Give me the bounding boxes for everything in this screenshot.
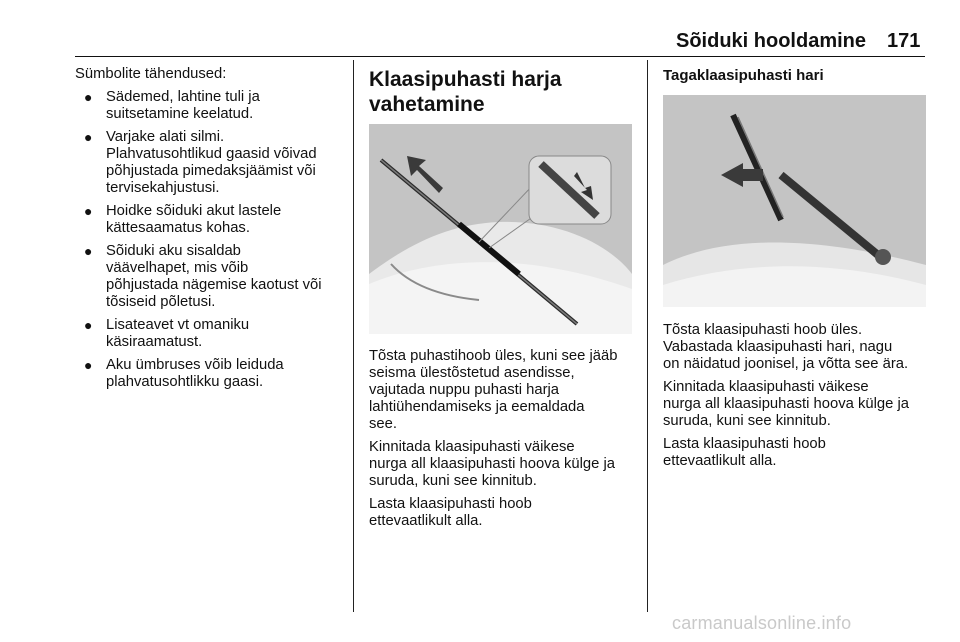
list-item [75,129,347,197]
bullet-icon: ● [84,129,93,145]
middle-column [369,67,641,117]
bullet-line: põhjustada nägemise kaotust või [106,277,322,293]
paragraph-line: nurga all klaasipuhasti hoova külge ja [369,456,615,472]
page-number: 171 [887,30,921,52]
paragraph-line: vajutada nuppu puhasti harja [369,382,560,398]
bullet-line: tervisekahjustusi. [106,180,220,196]
bullet-line: suitsetamine keelatud. [106,106,254,122]
paragraph-line: ettevaatlikult alla. [663,453,777,469]
paragraph-line: Tõsta klaasipuhasti hoob üles. [663,322,863,338]
list-item [75,89,347,123]
paragraph-line: Lasta klaasipuhasti hoob [369,496,532,512]
symbols-list [75,89,347,391]
section-title-rear-wiper: Tagaklaasipuhasti hari [663,67,824,84]
rear-wiper-figure [663,95,926,307]
paragraph [369,496,641,530]
bullet-line: Varjake alati silmi. [106,129,225,145]
right-column-title [663,67,928,84]
bullet-icon: ● [84,317,93,333]
paragraph [369,439,641,490]
list-item [75,203,347,237]
bullet-line: plahvatusohtlikku gaasi. [106,374,264,390]
bullet-line: väävelhapet, mis võib [106,260,249,276]
symbols-intro: Sümbolite tähendused: [75,66,227,82]
bullet-line: põhjustada pimedaksjäämist või [106,163,316,179]
paragraph-line: Lasta klaasipuhasti hoob [663,436,826,452]
paragraph-line: suruda, kuni see kinnitub. [663,413,831,429]
windscreen-wiper-illustration [369,124,632,334]
section-title-wiper-blade [369,67,641,117]
watermark: carmanualsonline.info [672,613,852,633]
middle-text [369,348,641,536]
section-title-line-1: Klaasipuhasti harja [369,68,562,91]
header-rule [75,56,925,57]
header-title: Sõiduki hooldamine [676,30,867,52]
paragraph [663,436,931,470]
bullet-line: Sädemed, lahtine tuli ja [106,89,260,105]
list-item [75,357,347,391]
list-item [75,243,347,311]
bullet-line: kättesaamatus kohas. [106,220,250,236]
paragraph-line: lahtiühendamiseks ja eemaldada [369,399,585,415]
paragraph-line: Vabastada klaasipuhasti hari, nagu [663,339,893,355]
column-divider-right [647,60,648,612]
paragraph-line: Kinnitada klaasipuhasti väikese [369,439,575,455]
bullet-line: Hoidke sõiduki akut lastele [106,203,282,219]
paragraph [369,348,641,433]
paragraph [663,379,931,430]
bullet-icon: ● [84,243,93,259]
paragraph-line: suruda, kuni see kinnitub. [369,473,537,489]
paragraph-line: Tõsta puhastihoob üles, kuni see jääb [369,348,618,364]
paragraph-line: Kinnitada klaasipuhasti väikese [663,379,869,395]
paragraph-line: nurga all klaasipuhasti hoova külge ja [663,396,909,412]
right-text [663,322,931,476]
paragraph-line: see. [369,416,397,432]
bullet-icon: ● [84,357,93,373]
bullet-line: Sõiduki aku sisaldab [106,243,241,259]
bullet-icon: ● [84,89,93,105]
bullet-line: Aku ümbruses võib leiduda [106,357,284,373]
column-divider-left [353,60,354,612]
paragraph-line: on näidatud joonisel, ja võtta see ära. [663,356,909,372]
section-title-line-2: vahetamine [369,93,485,116]
paragraph-line: ettevaatlikult alla. [369,513,483,529]
bullet-line: Plahvatusohtlikud gaasid võivad [106,146,317,162]
paragraph-line: seisma ülestõstetud asendisse, [369,365,575,381]
rear-wiper-illustration [663,95,926,307]
bullet-icon: ● [84,203,93,219]
bullet-line: tõsiseid põletusi. [106,294,216,310]
windscreen-wiper-figure [369,124,632,334]
paragraph [663,322,931,373]
left-column [75,66,347,397]
bullet-line: Lisateavet vt omaniku [106,317,250,333]
list-item [75,317,347,351]
bullet-line: käsiraamatust. [106,334,203,350]
